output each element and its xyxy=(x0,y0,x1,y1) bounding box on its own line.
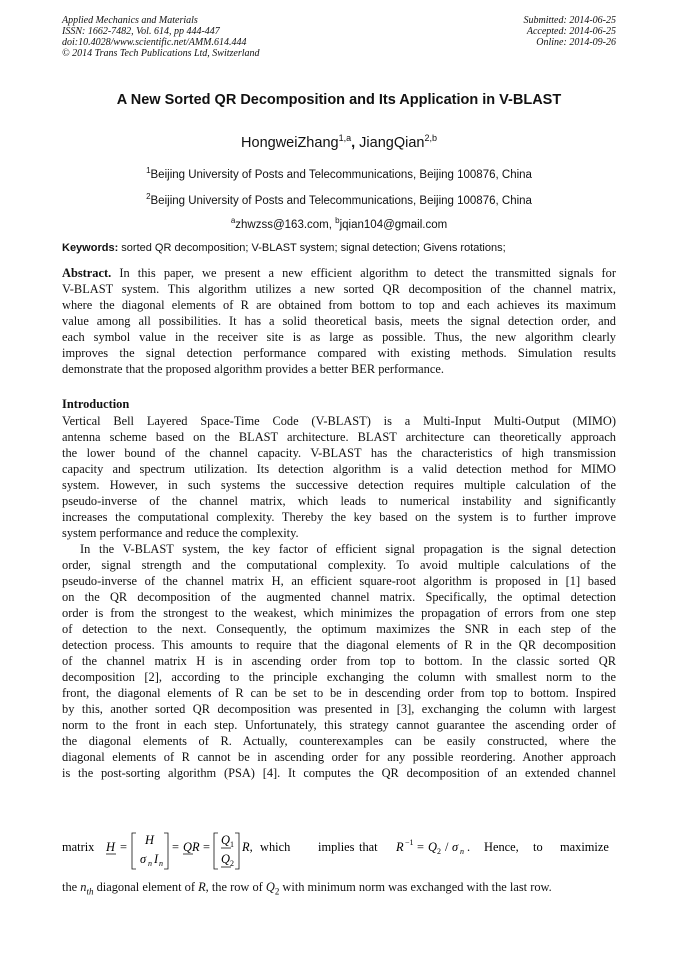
intro-line: by this, another sorted QR decomposition was presented in [3], exchanging the column with largest xyxy=(62,702,616,716)
affiliation-1-sup: 1 xyxy=(146,166,151,175)
eq-Q2-rhs-sub: 2 xyxy=(437,847,441,856)
equation-svg xyxy=(62,831,618,871)
eq-R: R xyxy=(396,840,404,854)
eq-that: that xyxy=(359,840,378,854)
final-p4: with minimum norm was exchanged with the last row. xyxy=(279,880,552,894)
final-p1: the xyxy=(62,880,81,894)
intro-line: system. However, in such systems the successive detection requires multiple calculation of the xyxy=(62,478,616,492)
eq-period: . xyxy=(467,840,471,854)
eq-prefix: matrix xyxy=(62,840,95,854)
intro-line: order, signal strength and the computational complexity. To avoid multiple calculations of the xyxy=(62,558,616,572)
eq-Q2-sub: 2 xyxy=(230,859,234,868)
eq-bracket-right-1 xyxy=(164,833,168,869)
accepted-date: Accepted: 2014-06-25 xyxy=(526,26,616,37)
email-a: zhwzss@163.com, xyxy=(235,218,336,231)
intro-line: In the V-BLAST system, the key factor of efficient signal propagation is the signal detection xyxy=(80,542,616,556)
eq-sigma-rhs-sub: n xyxy=(460,847,464,856)
author-1: HongweiZhang xyxy=(241,134,339,151)
final-line xyxy=(62,880,618,896)
author-line xyxy=(0,133,678,151)
abstract-line: improves the signal detection performance compared with existing methods. Simulation results xyxy=(62,346,616,360)
intro-line: increases the computational complexity. Thereby the key based on the system is to further improve xyxy=(62,510,616,524)
eq-which: which xyxy=(260,840,291,854)
abstract-line xyxy=(62,265,616,281)
eq-equals-2: = xyxy=(172,840,179,854)
intro-line: of detection to the next. Consequently, the optimum maximizes the SNR in each step of the xyxy=(62,622,616,636)
abstract-line: where the diagonal elements of R are obtained from bottom to top and each achieves its maximum xyxy=(62,298,616,312)
affiliation-1-text: Beijing University of Posts and Telecommunications, Beijing 100876, China xyxy=(150,168,532,181)
affiliation-1 xyxy=(0,166,678,181)
matrix-equation xyxy=(62,831,616,871)
eq-H-underlined: H xyxy=(106,840,115,854)
journal-info xyxy=(62,15,260,59)
eq-equals-4: = xyxy=(417,840,424,854)
intro-line: is the post-sorting algorithm (PSA) [4]. It computes the QR decomposition of an extended channel xyxy=(62,766,616,780)
intro-line: front, the diagonal elements of R can be set to be in descending order from top to bottom. Inspired xyxy=(62,686,616,700)
eq-bracket-left-2 xyxy=(214,833,218,869)
abstract-line-text: In this paper, we present a new efficient algorithm to detect the transmitted signals for xyxy=(111,266,616,280)
journal-copyright: © 2014 Trans Tech Publications Ltd, Switzerland xyxy=(62,48,260,59)
author-2-sup: 2,b xyxy=(424,133,437,143)
eq-matrix-H: H xyxy=(145,833,154,847)
eq-implies: implies xyxy=(318,840,355,854)
intro-line: system performance and reduce the complexity. xyxy=(62,526,299,540)
final-p3: , the row of xyxy=(205,880,266,894)
keywords xyxy=(62,242,618,254)
eq-Q1-sub: 1 xyxy=(230,840,234,849)
final-Q-sub: 2 xyxy=(274,886,280,897)
intro-line: order is from the strongest to the weakest, which minimizes the propagation of errors from one step xyxy=(62,606,616,620)
email-a-sup: a xyxy=(230,216,236,225)
abstract xyxy=(62,265,616,377)
introduction-body xyxy=(62,413,616,781)
journal-issn: ISSN: 1662-7482, Vol. 614, pp 444-447 xyxy=(62,26,220,37)
submission-dates xyxy=(524,15,617,48)
eq-bracket-right-2 xyxy=(235,833,239,869)
keywords-label: Keywords: xyxy=(62,242,119,254)
eq-to: to xyxy=(533,840,543,854)
author-1-sup: 1,a xyxy=(338,133,352,143)
author-2: JiangQian xyxy=(359,134,425,151)
affiliation-2-sup: 2 xyxy=(146,192,151,201)
intro-line: antenna scheme based on the BLAST architecture. BLAST architecture can theoretically approach xyxy=(62,430,616,444)
journal-doi: doi:10.4028/www.scientific.net/AMM.614.444 xyxy=(62,37,247,48)
eq-sigma-sub: n xyxy=(148,859,152,868)
author-separator: , xyxy=(351,134,360,151)
affiliation-2 xyxy=(0,192,678,207)
intro-line: on the QR decomposition of the augmented channel matrix. Specifically, the optimal detection xyxy=(62,590,616,604)
eq-I-sub: n xyxy=(159,859,163,868)
intro-line: Vertical Bell Layered Space-Time Code (V-BLAST) is a Multi-Input Multi-Output (MIMO) xyxy=(62,414,616,428)
intro-line: the diagonal elements of R. Actually, counterexamples can be easily constructed, where the xyxy=(62,734,616,748)
eq-I: I xyxy=(154,852,159,866)
abstract-line: V-BLAST system. This algorithm utilizes a new sorted QR decomposition of the channel matrix, xyxy=(62,282,616,296)
submitted-date: Submitted: 2014-06-25 xyxy=(523,15,616,26)
eq-sigma: σ xyxy=(140,852,147,866)
eq-QR: QR xyxy=(183,840,200,854)
intro-line: capacity and spectrum utilization. Its detection algorithm is a valid detection method for MIMO xyxy=(62,462,616,476)
eq-maximize: maximize xyxy=(560,840,609,854)
intro-line: the lower bound of the channel capacity. V-BLAST has the characteristics of high transmission xyxy=(62,446,616,460)
eq-Q1: Q xyxy=(221,833,230,847)
eq-Q2-rhs: Q xyxy=(428,840,437,854)
final-R: R xyxy=(198,880,206,894)
abstract-line: demonstrate that the proposed algorithm provides a better BER performance. xyxy=(62,362,444,376)
intro-line: norm to the front in each step. Unfortunately, this strategy cannot guarantee the ascending order of xyxy=(62,718,616,732)
eq-hence: Hence, xyxy=(484,840,519,854)
affiliation-2-text: Beijing University of Posts and Telecommunications, Beijing 100876, China xyxy=(150,194,532,207)
intro-line: pseudo-inverse of the channel matrix H, an efficient square-root algorithm is proposed in [1] based xyxy=(62,574,616,588)
abstract-line: value among all possibilities. It has a solid theoretical basis, meets the signal detection order, and xyxy=(62,314,616,328)
email-b-sup: b xyxy=(335,216,340,225)
final-p2: diagonal element of xyxy=(93,880,199,894)
journal-name: Applied Mechanics and Materials xyxy=(62,15,198,26)
final-n: n xyxy=(80,880,87,894)
intro-line: pseudo-inverse of the channel matrix, which leads to numerical instability and significantly xyxy=(62,494,616,508)
eq-Q2: Q xyxy=(221,852,230,866)
eq-R-inverse: −1 xyxy=(405,838,414,847)
intro-line: detection process. This amounts to require that the diagonal elements of R in the QR decomposition xyxy=(62,638,616,652)
eq-slash: / xyxy=(445,840,449,854)
eq-sigma-rhs: σ xyxy=(452,840,459,854)
eq-R-comma: R, xyxy=(242,840,253,854)
eq-equals-1: = xyxy=(120,840,127,854)
eq-bracket-left-1 xyxy=(132,833,136,869)
eq-equals-3: = xyxy=(203,840,210,854)
email-b: jqian104@gmail.com xyxy=(339,218,448,231)
final-Q: Q xyxy=(265,880,275,894)
intro-line: of the channel matrix H is in ascending order from top to bottom. In the classic sorted QR xyxy=(62,654,616,668)
final-th: th xyxy=(86,886,94,897)
paper-title: A New Sorted QR Decomposition and Its Application in V-BLAST xyxy=(116,92,562,108)
abstract-line: each symbol value in the receiver site is as large as possible. Thus, the new algorithm clearly xyxy=(62,330,616,344)
author-emails xyxy=(0,216,678,231)
introduction-heading: Introduction xyxy=(62,397,130,411)
intro-line: diagonal elements of R cannot be in ascending order for any possible reordering. Another approach xyxy=(62,750,616,764)
intro-line: decomposition [2], according to the principle exchanging the column with smallest norm to the xyxy=(62,670,616,684)
online-date: Online: 2014-09-26 xyxy=(536,37,616,48)
abstract-label: Abstract. xyxy=(62,266,112,280)
keywords-text: sorted QR decomposition; V-BLAST system; signal detection; Givens rotations; xyxy=(118,242,506,254)
